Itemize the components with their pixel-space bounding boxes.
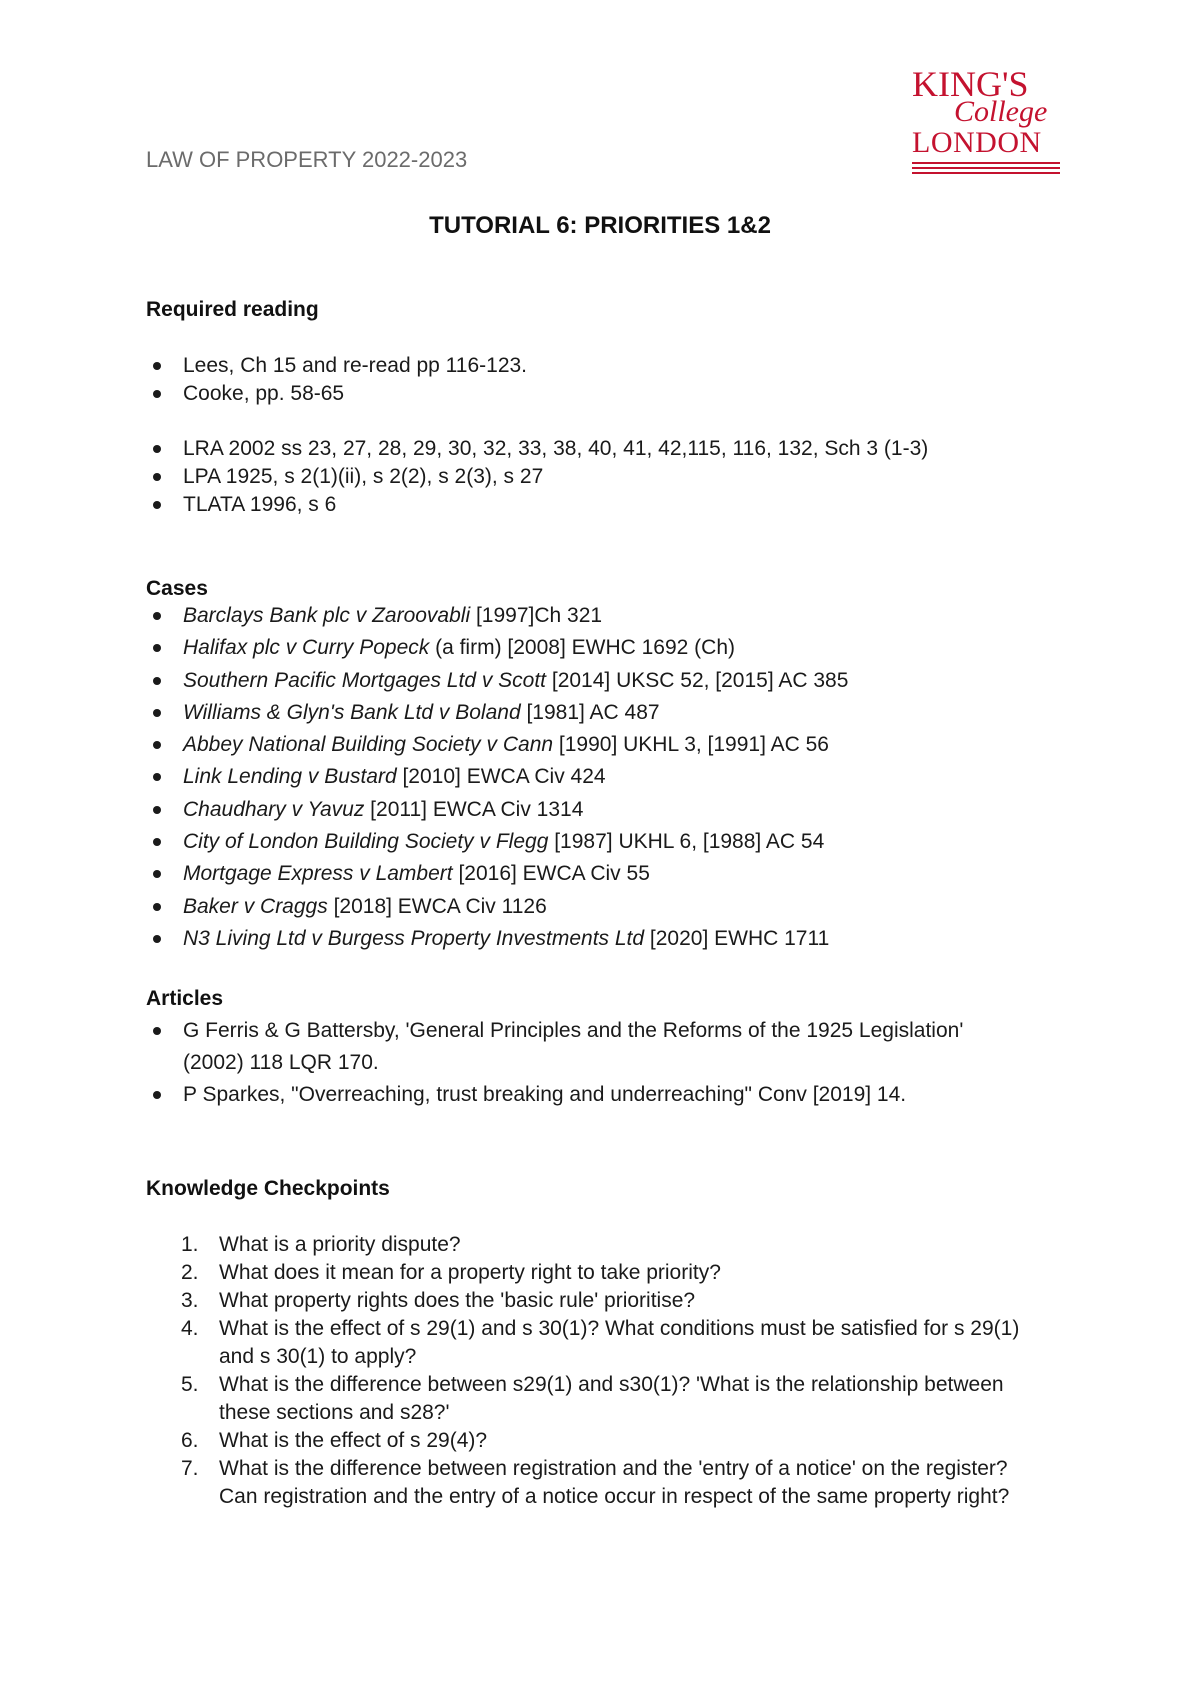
required-reading-heading: Required reading xyxy=(146,298,319,321)
case-name: City of London Building Society v Flegg xyxy=(183,830,549,854)
question-number: 1. xyxy=(181,1233,199,1256)
case-citation: [2010] EWCA Civ 424 xyxy=(396,765,606,789)
question-item xyxy=(146,1231,1041,1259)
case-name: Halifax plc v Curry Popeck xyxy=(183,636,430,660)
bullet-icon xyxy=(153,677,161,685)
article-text: G Ferris & G Battersby, 'General Principles and the Reforms of the 1925 Legislation' (2002) 118 LQR 170. xyxy=(183,1019,964,1074)
list-item-text: Lees, Ch 15 and re-read pp 116-123. xyxy=(183,354,528,377)
bullet-icon xyxy=(153,903,161,911)
logo-line-1: KING'S xyxy=(912,64,1029,104)
bullet-icon xyxy=(153,612,161,620)
course-title: LAW OF PROPERTY 2022-2023 xyxy=(146,147,468,172)
case-name: Barclays Bank plc v Zaroovabli xyxy=(183,604,471,627)
case-name: Baker v Craggs xyxy=(183,894,328,918)
case-name: Southern Pacific Mortgages Ltd v Scott xyxy=(183,668,547,692)
article-item xyxy=(146,1079,1006,1111)
case-name: Link Lending v Bustard xyxy=(183,765,397,789)
page-title: TUTORIAL 6: PRIORITIES 1&2 xyxy=(429,212,771,239)
logo-line-2: College xyxy=(954,95,1048,128)
cases-list xyxy=(146,600,1076,955)
case-citation: (a firm) [2008] EWHC 1692 (Ch) xyxy=(429,636,736,660)
bullet-icon xyxy=(153,870,161,878)
logo-line-3: LONDON xyxy=(912,126,1042,159)
case-item xyxy=(146,697,1076,729)
question-number: 7. xyxy=(181,1457,199,1480)
question-item xyxy=(146,1315,1041,1371)
question-item xyxy=(146,1427,1041,1455)
list-item-text: LRA 2002 ss 23, 27, 28, 29, 30, 32, 33, 38, 40, 41, 42,115, 116, 132, Sch 3 (1-3) xyxy=(183,437,929,460)
case-item xyxy=(146,826,1076,858)
case-name: Chaudhary v Yavuz xyxy=(183,797,365,821)
case-name: Williams & Glyn's Bank Ltd v Boland xyxy=(183,700,521,724)
case-name: N3 Living Ltd v Burgess Property Investments Ltd xyxy=(183,926,645,950)
case-item xyxy=(146,891,1076,923)
case-citation: [1987] UKHL 6, [1988] AC 54 xyxy=(548,830,825,854)
case-citation: [2018] EWCA Civ 1126 xyxy=(327,894,547,918)
case-item xyxy=(146,761,1076,793)
bullet-icon xyxy=(153,741,161,749)
question-number: 5. xyxy=(181,1373,199,1396)
bullet-icon xyxy=(153,390,161,398)
question-number: 2. xyxy=(181,1261,199,1284)
question-text: What is the effect of s 29(1) and s 30(1)? What conditions must be satisfied for s 29(1) and s 30(1) to apply? xyxy=(219,1317,1020,1368)
list-item-text: Cooke, pp. 58-65 xyxy=(183,382,345,405)
question-item xyxy=(146,1287,1041,1315)
knowledge-checkpoints-heading: Knowledge Checkpoints xyxy=(146,1177,390,1200)
bullet-icon xyxy=(153,1027,161,1035)
question-text: What property rights does the 'basic rule' prioritise? xyxy=(219,1289,696,1312)
question-number: 6. xyxy=(181,1429,199,1452)
question-text: What is a priority dispute? xyxy=(219,1233,461,1256)
case-item xyxy=(146,632,1076,664)
case-item xyxy=(146,923,1076,955)
case-citation: [1981] AC 487 xyxy=(520,700,660,724)
case-citation: [2011] EWCA Civ 1314 xyxy=(364,797,584,821)
case-name: Abbey National Building Society v Cann xyxy=(183,733,554,757)
logo-underline xyxy=(912,162,1060,177)
case-citation: [2020] EWHC 1711 xyxy=(644,926,830,950)
case-citation: [1997]Ch 321 xyxy=(470,604,603,627)
list-item xyxy=(146,380,1076,408)
case-item xyxy=(146,600,1076,632)
bullet-icon xyxy=(153,773,161,781)
list-item xyxy=(146,435,1076,463)
question-text: What does it mean for a property right to take priority? xyxy=(219,1261,721,1284)
case-item xyxy=(146,794,1076,826)
question-item xyxy=(146,1259,1041,1287)
case-citation: [1990] UKHL 3, [1991] AC 56 xyxy=(553,733,829,757)
case-citation: [2014] UKSC 52, [2015] AC 385 xyxy=(546,668,849,692)
bullet-icon xyxy=(153,473,161,481)
question-number: 3. xyxy=(181,1289,199,1312)
required-reading-list-2 xyxy=(146,435,1076,519)
bullet-icon xyxy=(153,1091,161,1099)
list-item xyxy=(146,352,1076,380)
bullet-icon xyxy=(153,935,161,943)
case-citation: [2016] EWCA Civ 55 xyxy=(452,862,650,886)
list-item-text: LPA 1925, s 2(1)(ii), s 2(2), s 2(3), s 27 xyxy=(183,465,544,488)
case-name: Mortgage Express v Lambert xyxy=(183,862,453,886)
list-item xyxy=(146,491,1076,519)
question-item xyxy=(146,1371,1041,1427)
article-text: P Sparkes, "Overreaching, trust breaking and underreaching" Conv [2019] 14. xyxy=(183,1083,907,1106)
question-text: What is the difference between s29(1) and s30(1)? 'What is the relationship between these sections and s28?' xyxy=(219,1373,1004,1424)
articles-list xyxy=(146,1015,1006,1111)
required-reading-list-1 xyxy=(146,352,1076,408)
bullet-icon xyxy=(153,806,161,814)
question-text: What is the difference between registration and the 'entry of a notice' on the register? Can registration and the entry of a notice occur in respect of the same property right? xyxy=(219,1457,1010,1508)
question-number: 4. xyxy=(181,1317,199,1340)
case-item xyxy=(146,858,1076,890)
case-item xyxy=(146,665,1076,697)
article-item xyxy=(146,1015,1006,1079)
cases-heading: Cases xyxy=(146,577,208,600)
list-item xyxy=(146,463,1076,491)
bullet-icon xyxy=(153,362,161,370)
knowledge-checkpoints-list xyxy=(146,1231,1041,1511)
list-item-text: TLATA 1996, s 6 xyxy=(183,493,337,516)
question-item xyxy=(146,1455,1041,1511)
bullet-icon xyxy=(153,838,161,846)
articles-heading: Articles xyxy=(146,987,224,1010)
question-text: What is the effect of s 29(4)? xyxy=(219,1429,488,1452)
bullet-icon xyxy=(153,709,161,717)
case-item xyxy=(146,729,1076,761)
bullet-icon xyxy=(153,644,161,652)
bullet-icon xyxy=(153,445,161,453)
bullet-icon xyxy=(153,501,161,509)
